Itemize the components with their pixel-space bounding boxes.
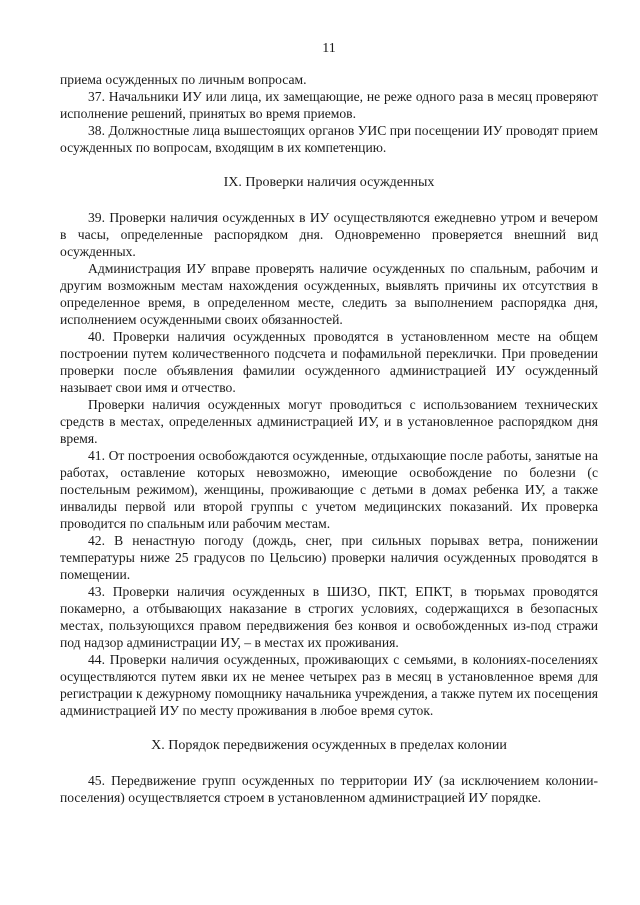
paragraph-40: 40. Проверки наличия осужденных проводятся в установленном месте на общем построении путем количественного подсчета и пофамильной переклички. При проведении проверки после объявления фамилии осужденного администрацией ИУ осужденный называет свои имя и отчество. xyxy=(60,329,598,395)
section-heading-x: X. Порядок передвижения осужденных в пределах колонии xyxy=(151,738,507,753)
document-page xyxy=(60,40,598,806)
paragraph-45: 45. Передвижение групп осужденных по территории ИУ (за исключением колонии-поселения) осуществляется строем в установленном администрацией ИУ порядке. xyxy=(60,773,598,805)
paragraph-41: 41. От построения освобождаются осужденные, отдыхающие после работы, занятые на работах, оставление которых невозможно, имеющие освобождение по болезни (с постельным режимом), женщины, проживающие с детьми в домах ребенка ИУ, а также инвалиды первой или второй группы с учетом медицинских показаний. Их проверка проводится по спальным или рабочим местам. xyxy=(60,448,598,531)
paragraph-40-technical: Проверки наличия осужденных могут проводиться с использованием технических средств в местах, определенных администрацией ИУ, и в установленное распорядком дня время. xyxy=(60,397,598,446)
paragraph-42: 42. В ненастную погоду (дождь, снег, при сильных порывах ветра, понижении температуры ниже 25 градусов по Цельсию) проверки наличия осужденных проводятся в помещении. xyxy=(60,533,598,582)
paragraph-39: 39. Проверки наличия осужденных в ИУ осуществляются ежедневно утром и вечером в часы, определенные распорядком дня. Одновременно проверяется внешний вид осужденных. xyxy=(60,210,598,259)
paragraph-continuation: приема осужденных по личным вопросам. xyxy=(60,72,307,87)
paragraph-37: 37. Начальники ИУ или лица, их замещающие, не реже одного раза в месяц проверяют исполнение решений, принятых во время приемов. xyxy=(60,89,598,121)
page-number: 11 xyxy=(322,41,336,56)
paragraph-38: 38. Должностные лица вышестоящих органов УИС при посещении ИУ проводят прием осужденных по вопросам, входящим в их компетенцию. xyxy=(60,123,598,155)
paragraph-44: 44. Проверки наличия осужденных, проживающих с семьями, в колониях-поселениях осуществляются путем явки их не менее четырех раз в месяц в установленное время для регистрации к дежурному помощнику начальника учреждения, а также путем их посещения администрацией ИУ по месту проживания в любое время суток. xyxy=(60,652,598,718)
section-heading-ix: IX. Проверки наличия осужденных xyxy=(223,175,435,190)
paragraph-39-admin: Администрация ИУ вправе проверять наличие осужденных по спальным, рабочим и другим возможным местам нахождения осужденных, выявлять причины их отсутствия в определенное время, в определенном месте, следить за выполнением распорядка дня, исполнением осужденными своих обязанностей. xyxy=(60,261,598,327)
paragraph-43: 43. Проверки наличия осужденных в ШИЗО, ПКТ, ЕПКТ, в тюрьмах проводятся покамерно, а отбывающих наказание в строгих условиях, содержащихся в безопасных местах, пользующихся правом передвижения без конвоя и освобожденных из-под стражи под надзор администрации ИУ, – в местах их проживания. xyxy=(60,584,598,650)
